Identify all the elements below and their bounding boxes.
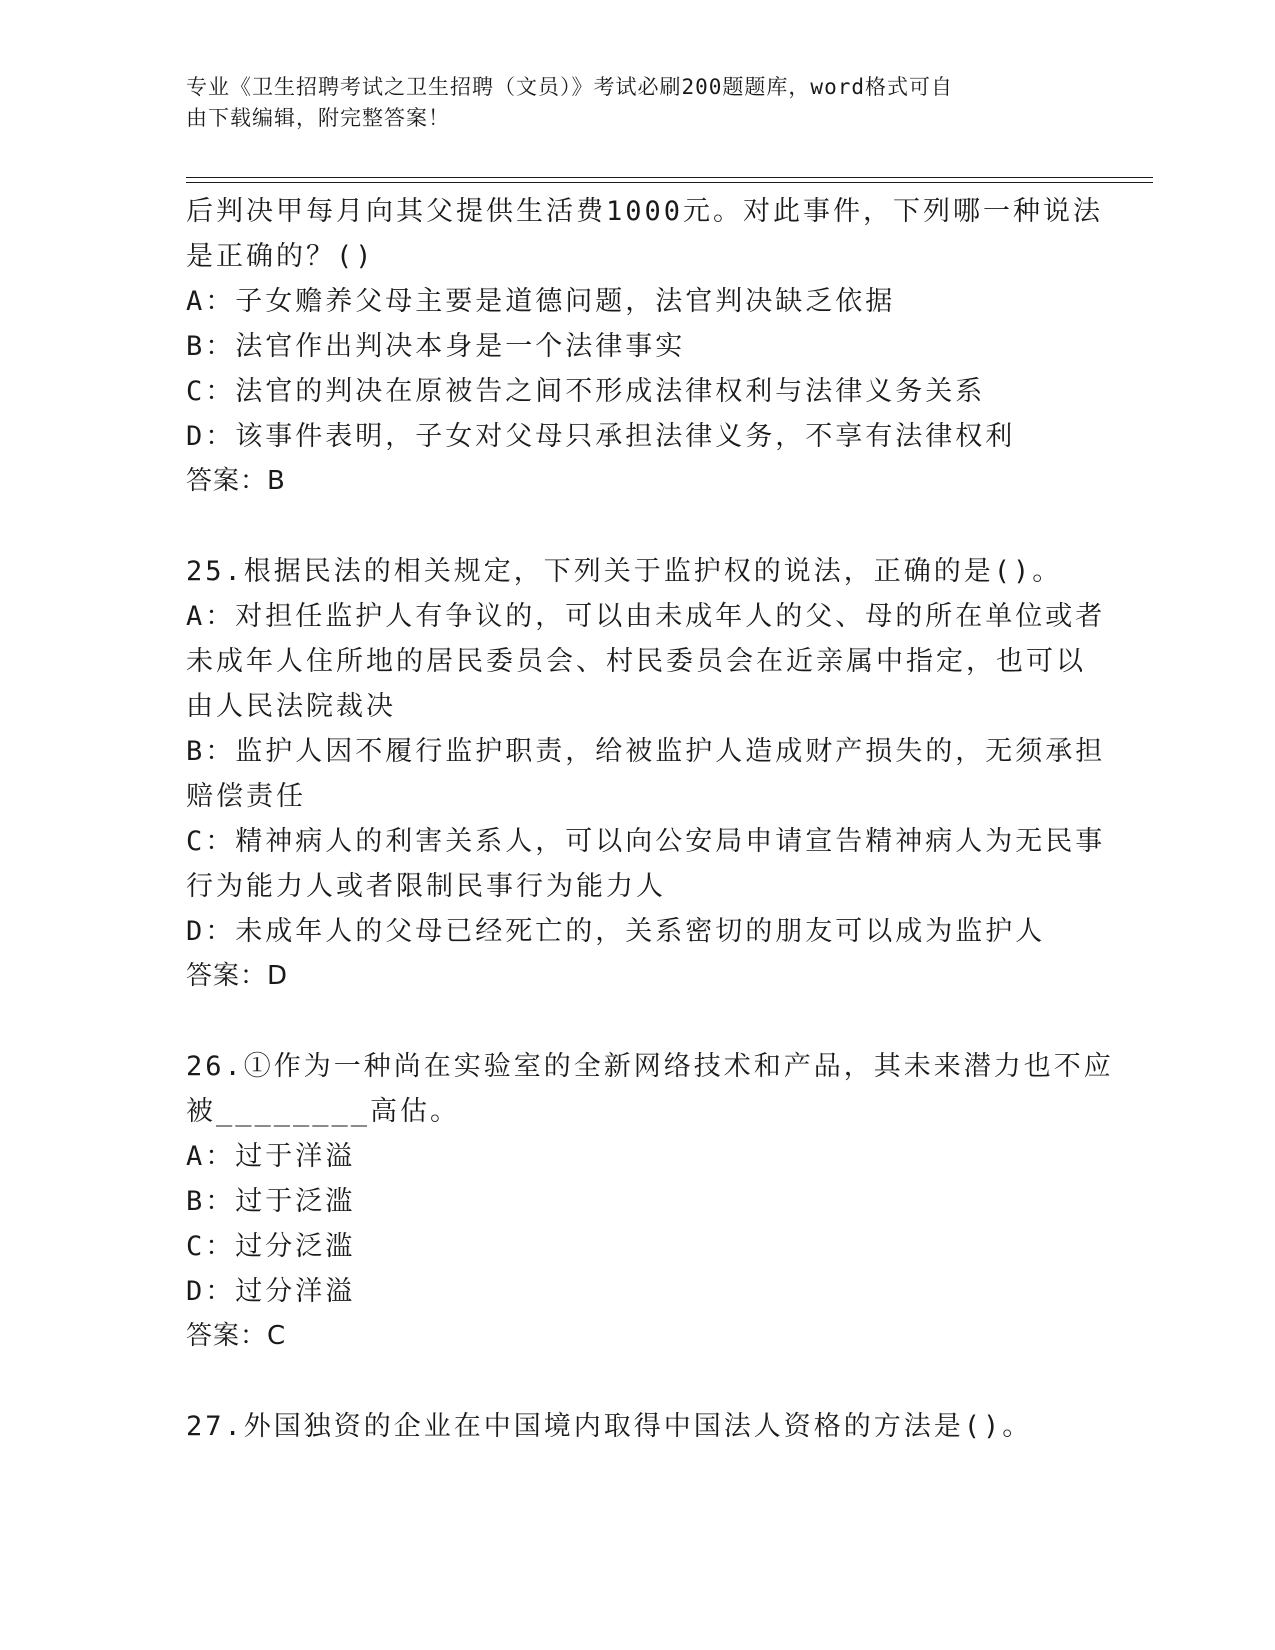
question-27 bbox=[186, 1404, 1086, 1449]
option-a: A：子女赡养父母主要是道德问题，法官判决缺乏依据 bbox=[186, 286, 896, 317]
spacer bbox=[186, 1359, 1086, 1404]
question-stem-line: 27.外国独资的企业在中国境内取得中国法人资格的方法是()。 bbox=[186, 1411, 1033, 1442]
question-stem-line: 后判决甲每月向其父提供生活费1000元。对此事件，下列哪一种说法 bbox=[186, 196, 1104, 227]
option-b-line-2: 赔偿责任 bbox=[186, 781, 306, 812]
document-header bbox=[186, 72, 1066, 134]
option-a-line-2: 未成年人住所地的居民委员会、村民委员会在近亲属中指定，也可以 bbox=[186, 646, 1086, 677]
option-b: B：过于泛滥 bbox=[186, 1186, 356, 1217]
option-a-line-3: 由人民法院裁决 bbox=[186, 691, 396, 722]
option-d: D：该事件表明，子女对父母只承担法律义务，不享有法律权利 bbox=[186, 421, 1016, 452]
header-divider-top bbox=[186, 177, 1153, 178]
question-stem-line: 26.①作为一种尚在实验室的全新网络技术和产品，其未来潜力也不应 bbox=[186, 1051, 1114, 1082]
answer: 答案：C bbox=[186, 1321, 287, 1351]
answer: 答案：B bbox=[186, 466, 286, 496]
header-line-1: 专业《卫生招聘考试之卫生招聘（文员）》考试必刷200题题库，word格式可自 bbox=[186, 75, 953, 99]
option-b: B：法官作出判决本身是一个法律事实 bbox=[186, 331, 686, 362]
option-d: D：过分洋溢 bbox=[186, 1276, 356, 1307]
spacer bbox=[186, 999, 1086, 1044]
answer: 答案：D bbox=[186, 961, 289, 991]
header-line-2: 由下载编辑，附完整答案！ bbox=[186, 106, 450, 130]
option-c: C：法官的判决在原被告之间不形成法律权利与法律义务关系 bbox=[186, 376, 986, 407]
question-24 bbox=[186, 189, 1104, 504]
option-a: A：过于洋溢 bbox=[186, 1141, 356, 1172]
spacer bbox=[186, 504, 1086, 549]
option-c-line-1: C：精神病人的利害关系人，可以向公安局申请宣告精神病人为无民事 bbox=[186, 826, 1106, 857]
header-divider-bottom bbox=[186, 182, 1153, 183]
option-b-line-1: B：监护人因不履行监护职责，给被监护人造成财产损失的，无须承担 bbox=[186, 736, 1106, 767]
question-stem-line: 被________高估。 bbox=[186, 1096, 461, 1127]
option-d: D：未成年人的父母已经死亡的，关系密切的朋友可以成为监护人 bbox=[186, 916, 1046, 947]
question-26 bbox=[186, 1044, 1114, 1359]
question-stem-line: 是正确的？() bbox=[186, 241, 375, 272]
option-c: C：过分泛滥 bbox=[186, 1231, 356, 1262]
option-c-line-2: 行为能力人或者限制民事行为能力人 bbox=[186, 871, 666, 902]
question-list bbox=[186, 189, 1114, 1449]
question-stem-line: 25.根据民法的相关规定，下列关于监护权的说法，正确的是()。 bbox=[186, 556, 1063, 587]
option-a-line-1: A：对担任监护人有争议的，可以由未成年人的父、母的所在单位或者 bbox=[186, 601, 1106, 632]
question-25 bbox=[186, 549, 1106, 999]
